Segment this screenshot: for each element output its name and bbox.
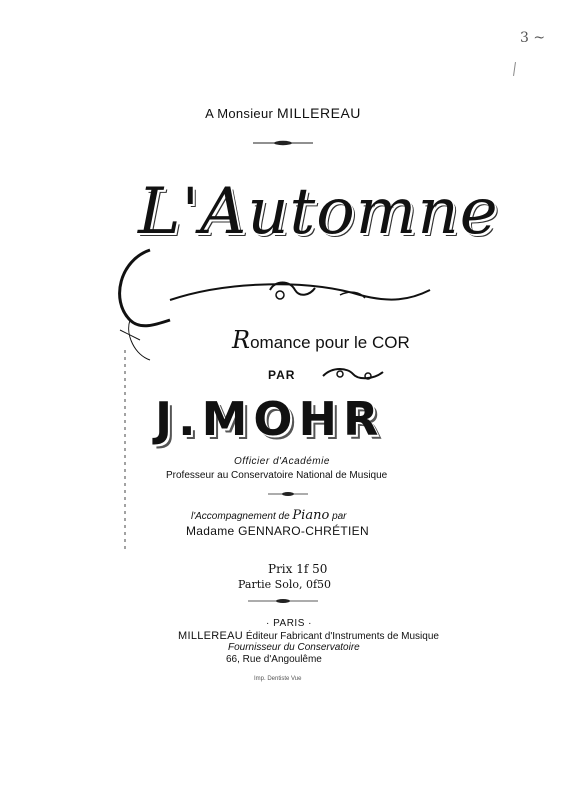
publisher-address: 66, Rue d'Angoulême bbox=[226, 654, 322, 665]
publisher-description: Éditeur Fabricant d'Instruments de Musique bbox=[245, 631, 439, 642]
composer-name: J.MOHR bbox=[155, 392, 385, 446]
subtitle-rest: omance pour le COR bbox=[250, 333, 410, 352]
price-solo-part: Partie Solo, 0f50 bbox=[238, 578, 332, 591]
printer-credit: Imp. Dentiste Vue bbox=[254, 676, 302, 682]
left-border-flourish bbox=[124, 350, 126, 550]
divider-ornament-bottom bbox=[248, 598, 318, 604]
dedication bbox=[0, 105, 566, 121]
par-ornament bbox=[318, 364, 388, 384]
price: Prix 1f 50 bbox=[268, 562, 328, 576]
corner-pencil-tick bbox=[513, 62, 516, 76]
par-label: PAR bbox=[268, 368, 296, 382]
publisher-fournisseur: Fournisseur du Conservatoire bbox=[228, 642, 360, 653]
dedication-name: MILLEREAU bbox=[277, 105, 361, 121]
accompaniment-line bbox=[191, 508, 347, 523]
subtitle bbox=[232, 326, 410, 354]
publisher-name: MILLEREAU bbox=[178, 630, 244, 642]
composer-title-professeur: Professeur au Conservatoire National de Musique bbox=[166, 470, 388, 481]
publisher-line bbox=[178, 630, 439, 642]
subtitle-initial: R bbox=[232, 326, 251, 354]
divider-ornament-middle bbox=[268, 491, 308, 497]
composer-title-officier: Officier d'Académie bbox=[234, 456, 330, 467]
publisher-city: · PARIS · bbox=[266, 618, 312, 629]
accompaniment-prefix: l'Accompagnement de bbox=[191, 511, 290, 522]
accompanist-name: Madame GENNARO-CHRÉTIEN bbox=[186, 524, 369, 538]
accompaniment-suffix: par bbox=[332, 511, 347, 522]
divider-ornament-top bbox=[253, 140, 313, 146]
corner-pencil-mark: 3 ~ bbox=[520, 30, 546, 46]
accompaniment-instrument: Piano bbox=[292, 508, 330, 523]
title: L'Automne bbox=[138, 175, 499, 249]
dedication-prefix: A Monsieur bbox=[205, 106, 274, 121]
